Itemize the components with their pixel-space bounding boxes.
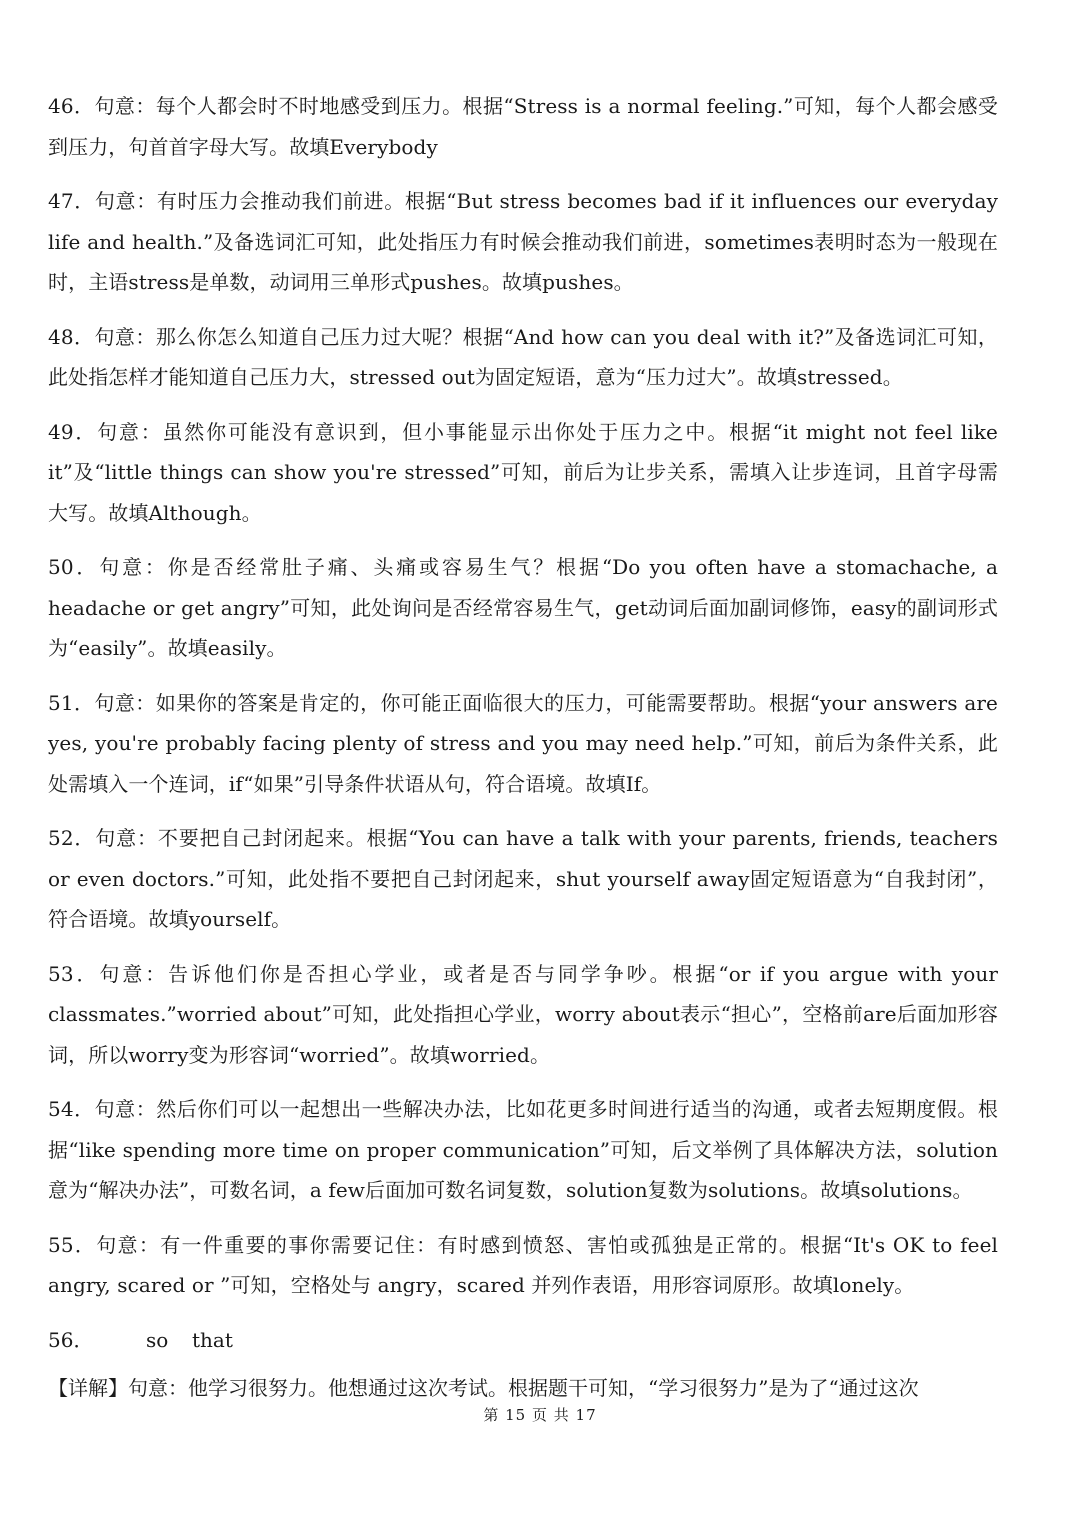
- answer-56-number: 56．: [48, 1327, 94, 1352]
- answer-explanations: [48, 86, 998, 1408]
- explanation-51: 51．句意：如果你的答案是肯定的，你可能正面临很大的压力，可能需要帮助。根据“your answers are yes, you're probably facing plenty of stress and you may need help.”可知，前后为条件关系，此处需填入一个连词，if“如果”引导条件状语从句，符合语境。故填If。: [48, 690, 998, 796]
- explanation-52: 52．句意：不要把自己封闭起来。根据“You can have a talk with your parents, friends, teachers or even doctors.”可知，此处指不要把自己封闭起来，shut yourself away固定短语意为“自我封闭”，符合语境。故填yourself。: [48, 826, 998, 931]
- explanation-55: 55．句意：有一件重要的事你需要记住：有时感到愤怒、害怕或孤独是正常的。根据“It's OK to feel angry, scared or ”可知，空格处与 angry，scared 并列作表语，用形容词原形。故填lonely。: [48, 1232, 998, 1297]
- explanation-54: 54．句意：然后你们可以一起想出一些解决办法，比如花更多时间进行适当的沟通，或者去短期度假。根据“like spending more time on proper communication”可知，后文举例了具体解决方法，solution意为“解决办法”，可数名词，a few后面加可数名词复数，solution复数为solutions。故填solutions。: [48, 1097, 998, 1202]
- answer-56-word-2: that: [192, 1327, 233, 1352]
- answer-56: [48, 1320, 998, 1360]
- page-footer: 第 15 页 共 17: [483, 1406, 597, 1424]
- explanation-48: 48．句意：那么你怎么知道自己压力过大呢？根据“And how can you deal with it?”及备选词汇可知，此处指怎样才能知道自己压力大，stressed out为固定短语，意为“压力过大”。故填stressed。: [48, 324, 998, 389]
- answer-56-word-1: so: [146, 1327, 169, 1352]
- detail-56: 【详解】句意：他学习很努力。他想通过这次考试。根据题干可知，“学习很努力”是为了“通过这次: [48, 1375, 919, 1400]
- explanation-49: 49．句意：虽然你可能没有意识到，但小事能显示出你处于压力之中。根据“it might not feel like it”及“little things can show you're stressed”可知，前后为让步关系，需填入让步连词，且首字母需大写。故填Although。: [48, 419, 998, 525]
- explanation-47: 47．句意：有时压力会推动我们前进。根据“But stress becomes bad if it influences our everyday life and health.”及备选词汇可知，此处指压力有时候会推动我们前进，sometimes表明时态为一般现在时，主语stress是单数，动词用三单形式pushes。故填pushes。: [48, 189, 998, 294]
- explanation-53: 53．句意：告诉他们你是否担心学业，或者是否与同学争吵。根据“or if you argue with your classmates.”worried about”可知，此处指担心学业，worry about表示“担心”，空格前are后面加形容词，所以worry变为形容词“worried”。故填worried。: [48, 961, 998, 1067]
- explanation-50: 50．句意：你是否经常肚子痛、头痛或容易生气？根据“Do you often have a stomachache, a headache or get angry”可知，此处询问是否经常容易生气，get动词后面加副词修饰，easy的副词形式为“easily”。故填easily。: [48, 555, 998, 660]
- explanation-46: 46．句意：每个人都会时不时地感受到压力。根据“Stress is a normal feeling.”可知，每个人都会感受到压力，句首首字母大写。故填Everybody: [48, 94, 998, 159]
